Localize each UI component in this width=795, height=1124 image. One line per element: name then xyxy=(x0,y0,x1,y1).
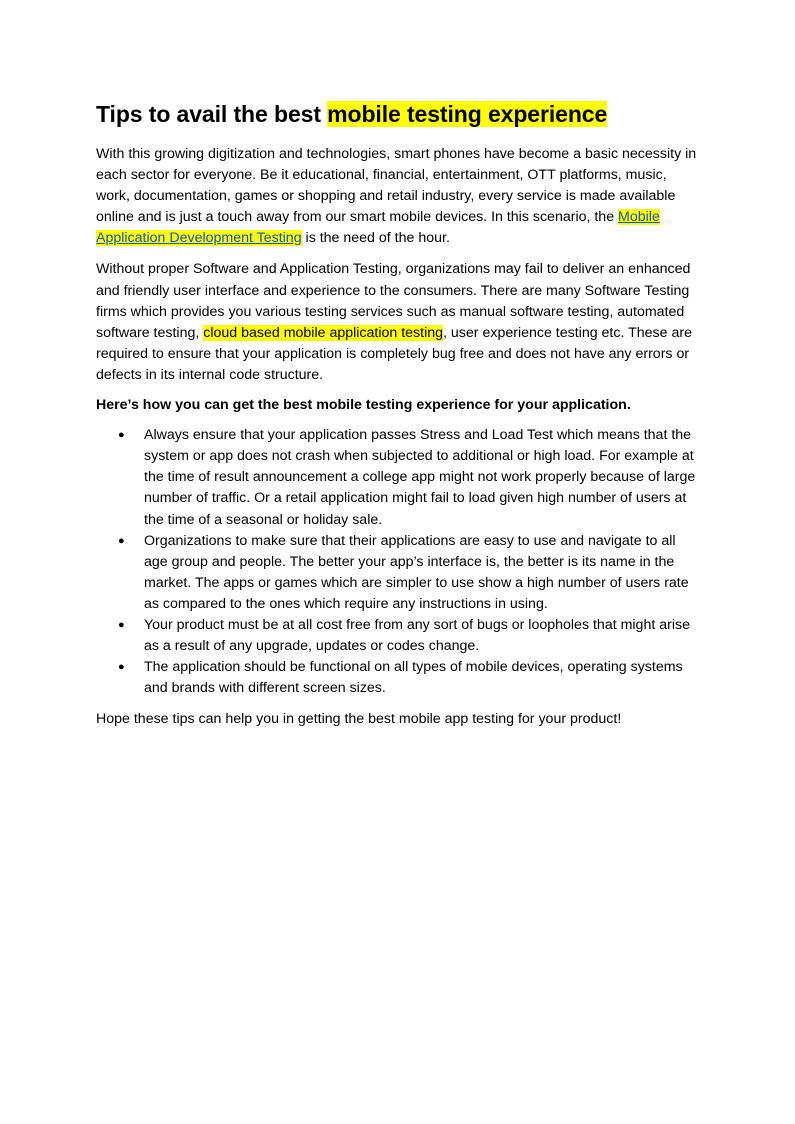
closing-paragraph: Hope these tips can help you in getting the best mobile app testing for your product! xyxy=(96,711,622,728)
list-item xyxy=(96,615,701,657)
intro-text-end: is the need of the hour. xyxy=(301,230,450,247)
testing-text-end: , user experience testing etc. These are required to ensure that your application is completely bug free and does not have any errors or defects in its internal code structure. xyxy=(96,324,692,383)
bullet-icon: ● xyxy=(118,618,125,631)
list-item xyxy=(96,531,701,615)
cloud-testing-highlight: cloud based mobile application testing xyxy=(203,324,444,341)
bullet-icon: ● xyxy=(118,534,125,547)
intro-text: With this growing digitization and technologies, smart phones have become a basic necessity in each sector for everyone. Be it educational, financial, entertainment, OTT platforms, music, work, documentation, games or shopping and retail industry, every service is made available online and is just a touch away from our smart mobile devices. In this scenario, the xyxy=(96,146,697,226)
testing-paragraph xyxy=(96,259,701,386)
page-title xyxy=(96,96,701,132)
bullet-icon: ● xyxy=(118,429,125,442)
testing-text: Without proper Software and Application Testing, organizations may fail to deliver an enhanced and friendly user interface and experience to the consumers. There are many Software Testing firms which provides you various testing services such as manual software testing, automated software testing, xyxy=(96,261,691,341)
title-highlight: mobile testing experience xyxy=(327,101,608,127)
tip-text: Organizations to make sure that their applications are easy to use and navigate to all age group and people. The better your app’s interface is, the better is its name in the market. The apps or games which are simpler to use show a high number of users rate as compared to the ones which require any instructions in using. xyxy=(144,532,689,612)
intro-paragraph xyxy=(96,144,701,249)
document-page xyxy=(96,96,701,730)
bullet-icon: ● xyxy=(118,661,125,674)
list-item xyxy=(96,425,701,530)
mobile-app-testing-link[interactable]: Mobile Application Development Testing xyxy=(96,209,660,247)
list-item xyxy=(96,657,701,699)
tip-text: Your product must be at all cost free from any sort of bugs or loopholes that might arise as a result of any upgrade, updates or codes change. xyxy=(144,616,690,655)
tip-text: Always ensure that your application passes Stress and Load Test which means that the system or app does not crash when subjected to additional or high load. For example at the time of result announcement a college app might not work properly because of large number of traffic. Or a retail application might fail to load given high number of users at the time of a seasonal or holiday sale. xyxy=(144,427,696,528)
title-prefix: Tips to avail the best xyxy=(96,101,328,127)
tip-text: The application should be functional on all types of mobile devices, operating systems and brands with different screen sizes. xyxy=(144,659,683,697)
tips-subheading: Here’s how you can get the best mobile testing experience for your application. xyxy=(96,397,631,414)
tips-list xyxy=(96,425,701,699)
